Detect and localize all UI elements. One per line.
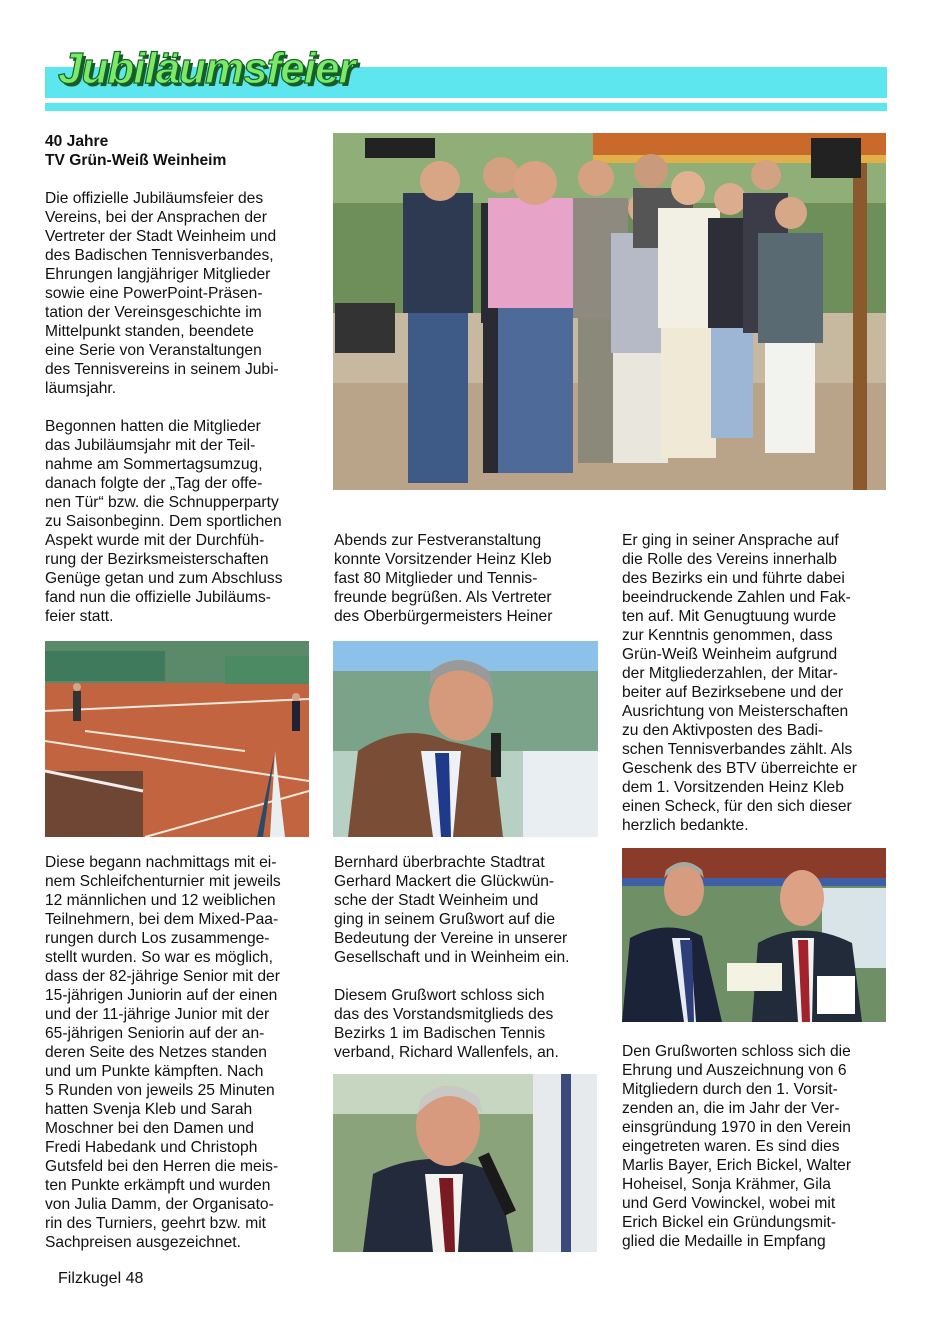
evening-paragraph: Abends zur Festveranstaltung konnte Vorsitzender Heinz Kleb fast 80 Mitglieder und Tennis- freunde begrüßen. Als Vertreter des Oberbürgermeisters Heiner xyxy=(334,532,553,625)
intro-paragraph-1: Die offizielle Jubiläumsfeier des Vereins, bei der Ansprachen der Vertreter der Stadt Weinheim und des Badischen Tennisverbandes, Ehrungen langjähriger Mitglieder sowie eine PowerPoint-Präsen- tation der Vereinsgeschichte im Mittelpunkt standen, beendete eine Serie von Veranstaltungen des Tennisvereins in seinem Jubi- läumsjahr. xyxy=(45,190,279,397)
tournament-text-block xyxy=(45,853,313,1252)
greetings-paragraph-1: Bernhard überbrachte Stadtrat Gerhard Mackert die Glückwün- sche der Stadt Weinheim und ging in seinem Grußwort auf die Bedeutung der Vereine in unserer Gesellschaft und in Weinheim ein. xyxy=(334,854,570,966)
honors-paragraph: Den Grußworten schloss sich die Ehrung und Auszeichnung von 6 Mitgliedern durch den 1. Vorsit- zenden an, die im Jahr der Ver- einsgründung 1970 in den Verein eingetreten waren. Es sind dies Marlis Bayer, Erich Bickel, Walter Hoheisel, Sonja Krähmer, Gila und Gerd Vowinckel, wobei mit Erich Bickel ein Gründungsmit- glied die Medaille in Empfang xyxy=(622,1043,852,1250)
greetings-paragraph-2: Diesem Grußwort schloss sich das des Vorstandsmitglieds des Bezirks 1 im Badischen Tennis verband, Richard Wallenfels, an. xyxy=(334,987,559,1061)
article-heading: 40 Jahre TV Grün-Weiß Weinheim xyxy=(45,133,227,169)
speech-paragraph: Er ging in seiner Ansprache auf die Rolle des Vereins innerhalb des Bezirks ein und führte dabei beeindruckende Zahlen und Fak- ten auf. Mit Genugtuung wurde zur Kenntnis genommen, dass Grün-Weiß Weinheim aufgrund der Mitgliederzahlen, der Mitar- beiter auf Bezirksebene und der Ausrichtung von Meisterschaften zu den Aktivposten des Badi- schen Tennisverbandes zählt. Als Geschenk des BTV überreichte er dem 1. Vorsitzenden Heinz Kleb einen Scheck, für den sich dieser herzlich bedankte. xyxy=(622,532,857,834)
intro-paragraph-2: Begonnen hatten die Mitglieder das Jubiläumsjahr mit der Teil- nahme am Sommertagsumzug, danach folgte der „Tag der offe- nen Tür“ bzw. die Schnupperparty zu Saisonbeginn. Dem sportlichen Aspekt wurde mit der Durchfüh- rung der Bezirksmeisterschaften Genüge getan und zum Abschluss fand nun die offizielle Jubiläums- feier statt. xyxy=(45,418,283,625)
speaker-photo-stadtrat xyxy=(333,641,598,837)
greetings-text-block xyxy=(334,853,604,1062)
publication-name: Filzkugel xyxy=(58,1270,122,1287)
speaker-photo-btv xyxy=(333,1074,597,1252)
speech-text-block xyxy=(622,531,888,835)
group-photo xyxy=(333,133,886,490)
page-footer xyxy=(58,1270,143,1288)
award-check-photo xyxy=(622,848,886,1022)
honors-text-block xyxy=(622,1042,888,1251)
intro-text-block xyxy=(45,132,313,626)
title-underline xyxy=(45,103,887,111)
page-title: Jubiläumsfeier xyxy=(58,44,355,93)
page-number: 48 xyxy=(125,1270,144,1287)
tournament-paragraph: Diese begann nachmittags mit ei- nem Schleifchenturnier mit jeweils 12 männlichen und 12 weiblichen Teilnehmern, bei dem Mixed-Paa- rungen durch Los zusammenge- stellt wurden. So war es möglich, dass der 82-jährige Senior mit der 15-jährigen Juniorin auf der einen und der 11-jährige Junior mit der 65-jährigen Seniorin auf der an- deren Seite des Netzes standen und um Punkte kämpften. Nach 5 Runden von jeweils 25 Minuten hatten Svenja Kleb und Sarah Moschner bei den Damen und Fredi Habedank und Christoph Gutsfeld bei den Herren die meis- ten Punkte erkämpft und wurden von Julia Damm, der Organisato- rin des Turniers, geehrt bzw. mit Sachpreisen ausgezeichnet. xyxy=(45,854,281,1251)
tennis-court-photo xyxy=(45,641,309,837)
evening-text-block xyxy=(334,531,604,626)
